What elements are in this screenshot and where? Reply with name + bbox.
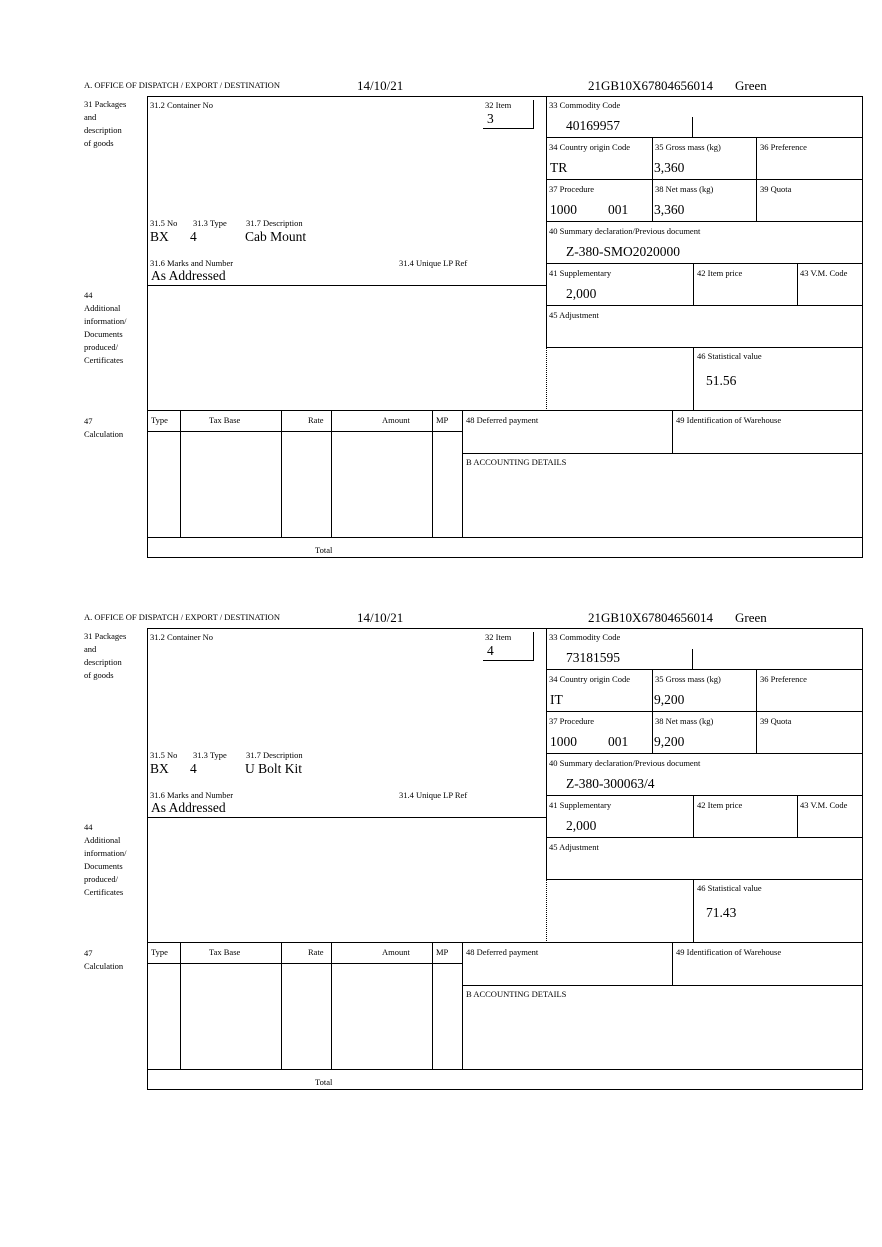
commodity-code: 73181595 bbox=[566, 650, 620, 665]
procedure-code: 1000 bbox=[550, 734, 577, 749]
declaration-reference: 21GB10X67804656014 bbox=[588, 78, 713, 93]
package-count: 4 bbox=[190, 229, 197, 244]
calc-line bbox=[432, 410, 433, 537]
quota-label: 39 Quota bbox=[760, 184, 792, 194]
calc-total-label: Total bbox=[315, 545, 333, 555]
country-origin-code: IT bbox=[550, 692, 563, 707]
grid-line bbox=[693, 795, 694, 837]
item-price-label: 42 Item price bbox=[697, 268, 743, 278]
description-label: 31.7 Description bbox=[246, 218, 303, 228]
calc-line bbox=[432, 942, 433, 1069]
declaration-reference: 21GB10X67804656014 bbox=[588, 610, 713, 625]
calc-type-header: Type bbox=[151, 415, 168, 425]
country-origin-label: 34 Country origin Code bbox=[549, 674, 630, 684]
grid-line bbox=[546, 795, 863, 796]
deferred-payment-label: 48 Deferred payment bbox=[466, 415, 539, 425]
calc-line bbox=[147, 431, 463, 432]
grid-line bbox=[693, 263, 694, 305]
vm-code-label: 43 V.M. Code bbox=[800, 800, 848, 810]
calc-rate-header: Rate bbox=[308, 415, 324, 425]
accounting-details-label: B ACCOUNTING DETAILS bbox=[466, 457, 567, 467]
grid-line bbox=[652, 137, 653, 221]
type-label: 31.3 Type bbox=[193, 750, 227, 760]
no-label: 31.5 No bbox=[150, 750, 178, 760]
country-origin-label: 34 Country origin Code bbox=[549, 142, 630, 152]
item-price-label: 42 Item price bbox=[697, 800, 743, 810]
goods-description: Cab Mount bbox=[245, 229, 307, 244]
additional-info-label: 44 Additional information/ Documents produced/ Certificates bbox=[84, 822, 127, 897]
calc-amount-header: Amount bbox=[382, 415, 410, 425]
grid-line bbox=[546, 837, 863, 838]
preference-label: 36 Preference bbox=[760, 142, 807, 152]
item-number: 4 bbox=[487, 643, 494, 658]
commodity-code-label: 33 Commodity Code bbox=[549, 100, 621, 110]
grid-line bbox=[546, 179, 863, 180]
summary-declaration-label: 40 Summary declaration/Previous document bbox=[549, 226, 701, 236]
declaration-date: 14/10/21 bbox=[357, 610, 404, 625]
calc-line bbox=[180, 410, 181, 537]
item-box-right-line bbox=[533, 632, 534, 661]
grid-line bbox=[546, 711, 863, 712]
route-status: Green bbox=[735, 610, 767, 625]
calc-tax-base-header: Tax Base bbox=[209, 415, 241, 425]
dotted-line bbox=[546, 879, 693, 880]
procedure-label: 37 Procedure bbox=[549, 184, 595, 194]
dotted-line bbox=[546, 347, 547, 411]
item-label: 32 Item bbox=[485, 100, 512, 110]
gross-mass-label: 35 Gross mass (kg) bbox=[655, 142, 721, 152]
calc-rate-header: Rate bbox=[308, 947, 324, 957]
additional-info-left-line bbox=[147, 817, 148, 943]
commodity-code-label: 33 Commodity Code bbox=[549, 632, 621, 642]
grid-line bbox=[756, 669, 757, 753]
gross-mass-value: 3,360 bbox=[654, 160, 685, 175]
calc-line bbox=[672, 942, 673, 985]
description-label: 31.7 Description bbox=[246, 750, 303, 760]
supplementary-label: 41 Supplementary bbox=[549, 268, 612, 278]
preference-label: 36 Preference bbox=[760, 674, 807, 684]
summary-declaration-label: 40 Summary declaration/Previous document bbox=[549, 758, 701, 768]
net-mass-value: 3,360 bbox=[654, 202, 685, 217]
dotted-line bbox=[546, 879, 547, 943]
item-box-right-line bbox=[533, 100, 534, 129]
statistical-value: 71.43 bbox=[706, 905, 737, 920]
procedure-code: 1000 bbox=[550, 202, 577, 217]
marks-value: As Addressed bbox=[151, 800, 226, 815]
adjustment-label: 45 Adjustment bbox=[549, 310, 599, 320]
summary-declaration-value: Z-380-SMO2020000 bbox=[566, 244, 680, 259]
calc-line bbox=[672, 410, 673, 453]
warehouse-identification-label: 49 Identification of Warehouse bbox=[676, 947, 782, 957]
calc-line bbox=[462, 985, 863, 986]
deferred-payment-label: 48 Deferred payment bbox=[466, 947, 539, 957]
supplementary-value: 2,000 bbox=[566, 286, 597, 301]
goods-description: U Bolt Kit bbox=[245, 761, 303, 776]
gross-mass-value: 9,200 bbox=[654, 692, 685, 707]
marks-value: As Addressed bbox=[151, 268, 226, 283]
procedure-label: 37 Procedure bbox=[549, 716, 595, 726]
supplementary-label: 41 Supplementary bbox=[549, 800, 612, 810]
item-number: 3 bbox=[487, 111, 494, 126]
grid-line bbox=[652, 669, 653, 753]
grid-line bbox=[692, 649, 693, 669]
additional-info-label: 44 Additional information/ Documents produced/ Certificates bbox=[84, 290, 127, 365]
net-mass-label: 38 Net mass (kg) bbox=[655, 184, 714, 194]
quota-label: 39 Quota bbox=[760, 716, 792, 726]
procedure-additional-code: 001 bbox=[608, 734, 629, 749]
statistical-value-label: 46 Statistical value bbox=[697, 883, 762, 893]
container-no-label: 31.2 Container No bbox=[150, 632, 214, 642]
package-count: 4 bbox=[190, 761, 197, 776]
calc-line bbox=[331, 942, 332, 1069]
calc-line bbox=[462, 942, 463, 1069]
calc-type-header: Type bbox=[151, 947, 168, 957]
marks-label: 31.6 Marks and Number bbox=[150, 258, 234, 268]
calc-tax-base-header: Tax Base bbox=[209, 947, 241, 957]
accounting-details-label: B ACCOUNTING DETAILS bbox=[466, 989, 567, 999]
warehouse-identification-label: 49 Identification of Warehouse bbox=[676, 415, 782, 425]
item-box-bottom-line bbox=[483, 660, 534, 661]
grid-line bbox=[546, 753, 863, 754]
packages-label: 31 Packages and description of goods bbox=[84, 631, 127, 680]
package-kind: BX bbox=[150, 229, 169, 244]
calc-line bbox=[331, 410, 332, 537]
grid-line bbox=[546, 669, 863, 670]
adjustment-label: 45 Adjustment bbox=[549, 842, 599, 852]
declaration-date: 14/10/21 bbox=[357, 78, 404, 93]
calc-line bbox=[147, 1069, 863, 1070]
grid-line bbox=[546, 137, 863, 138]
net-mass-value: 9,200 bbox=[654, 734, 685, 749]
vm-code-label: 43 V.M. Code bbox=[800, 268, 848, 278]
calc-total-label: Total bbox=[315, 1077, 333, 1087]
calc-line bbox=[147, 963, 463, 964]
marks-label: 31.6 Marks and Number bbox=[150, 790, 234, 800]
package-kind: BX bbox=[150, 761, 169, 776]
statistical-value: 51.56 bbox=[706, 373, 737, 388]
packages-label: 31 Packages and description of goods bbox=[84, 99, 127, 148]
grid-line bbox=[756, 137, 757, 221]
calculation-label: 47 Calculation bbox=[84, 416, 124, 439]
calc-mp-header: MP bbox=[436, 947, 449, 957]
country-origin-code: TR bbox=[550, 160, 568, 175]
grid-line bbox=[797, 263, 798, 305]
calc-line bbox=[281, 942, 282, 1069]
calc-line bbox=[281, 410, 282, 537]
item-box-bottom-line bbox=[483, 128, 534, 129]
office-of-dispatch-label: A. OFFICE OF DISPATCH / EXPORT / DESTINATION bbox=[84, 80, 280, 90]
grid-line bbox=[692, 117, 693, 137]
calc-line bbox=[180, 942, 181, 1069]
additional-info-left-line bbox=[147, 285, 148, 411]
grid-line bbox=[797, 795, 798, 837]
calculation-box bbox=[147, 942, 863, 1090]
commodity-code: 40169957 bbox=[566, 118, 620, 133]
declaration-item-form bbox=[0, 0, 882, 555]
calc-mp-header: MP bbox=[436, 415, 449, 425]
calc-amount-header: Amount bbox=[382, 947, 410, 957]
supplementary-value: 2,000 bbox=[566, 818, 597, 833]
grid-line bbox=[546, 305, 863, 306]
gross-mass-label: 35 Gross mass (kg) bbox=[655, 674, 721, 684]
office-of-dispatch-label: A. OFFICE OF DISPATCH / EXPORT / DESTINATION bbox=[84, 612, 280, 622]
net-mass-label: 38 Net mass (kg) bbox=[655, 716, 714, 726]
no-label: 31.5 No bbox=[150, 218, 178, 228]
grid-line bbox=[546, 221, 863, 222]
summary-declaration-value: Z-380-300063/4 bbox=[566, 776, 655, 791]
statistical-value-label: 46 Statistical value bbox=[697, 351, 762, 361]
route-status: Green bbox=[735, 78, 767, 93]
item-label: 32 Item bbox=[485, 632, 512, 642]
type-label: 31.3 Type bbox=[193, 218, 227, 228]
calc-line bbox=[462, 410, 463, 537]
dotted-line bbox=[546, 347, 693, 348]
unique-lp-ref-label: 31.4 Unique LP Ref bbox=[399, 258, 468, 268]
unique-lp-ref-label: 31.4 Unique LP Ref bbox=[399, 790, 468, 800]
calculation-label: 47 Calculation bbox=[84, 948, 124, 971]
declaration-item-form bbox=[0, 532, 882, 1087]
procedure-additional-code: 001 bbox=[608, 202, 629, 217]
calc-line bbox=[462, 453, 863, 454]
container-no-label: 31.2 Container No bbox=[150, 100, 214, 110]
grid-line bbox=[546, 263, 863, 264]
